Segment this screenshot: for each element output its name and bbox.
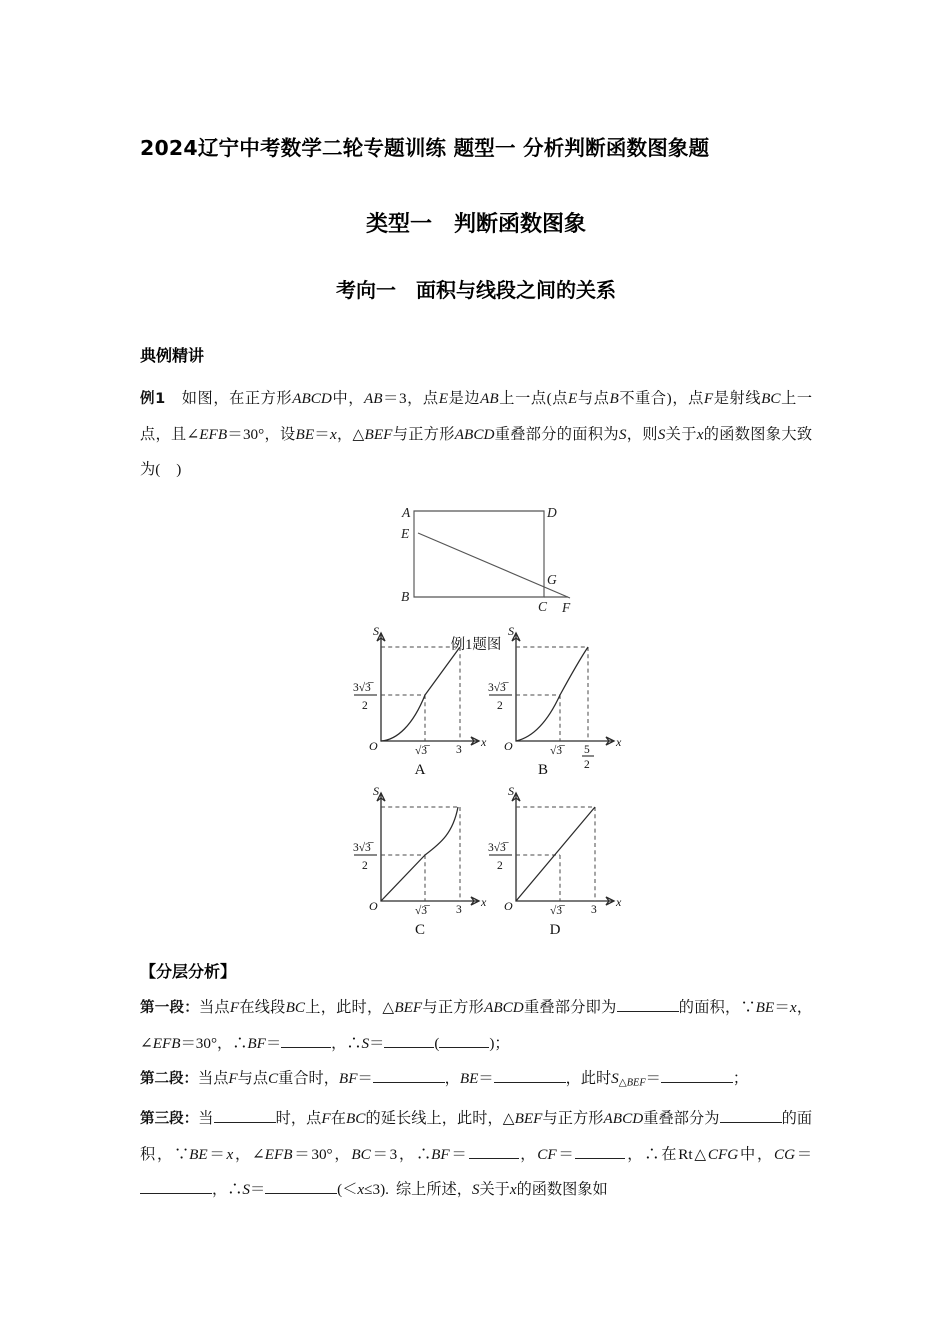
- text-run: ，∠: [233, 1145, 265, 1163]
- text-run: ＝: [207, 1145, 227, 1163]
- text-run: S: [361, 1035, 370, 1052]
- text-run: E: [568, 390, 578, 407]
- text-run: 中，: [331, 390, 365, 407]
- text-run: 的延长线上，此时，△: [365, 1109, 515, 1127]
- text-run: ，则: [626, 426, 658, 443]
- x-tick-3: 3: [456, 904, 462, 916]
- analysis-step-label-1: 第一段：: [140, 1000, 199, 1016]
- text-run: AB: [480, 390, 499, 407]
- text-run: S: [611, 1070, 619, 1087]
- text-run: ＝: [645, 1070, 661, 1087]
- analysis-paragraph-1: [140, 982, 812, 1061]
- option-letter-d: D: [549, 922, 561, 938]
- line-segment: [516, 807, 595, 901]
- y-tick-denominator: 2: [497, 700, 503, 712]
- text-run: S: [657, 426, 666, 443]
- text-run: 重叠部分即为: [523, 999, 617, 1016]
- text-run: BE: [295, 426, 315, 443]
- text-run: C: [268, 1070, 279, 1087]
- text-run: BC: [346, 1109, 366, 1127]
- answer-blank[interactable]: [720, 1122, 782, 1123]
- text-run: 为: [704, 1109, 720, 1127]
- kaoxiang-heading-label: 考向一: [336, 278, 396, 302]
- text-run: 是射线: [713, 390, 762, 407]
- text-run: ABCD: [484, 999, 524, 1016]
- text-run: 的面积，∵: [678, 999, 756, 1016]
- analysis-step-label-2: 第二段：: [140, 1071, 198, 1087]
- x-axis-label: x: [481, 895, 487, 909]
- text-run: ＝: [369, 1035, 385, 1052]
- kaoxiang-heading: [140, 238, 812, 303]
- text-run: F: [229, 999, 240, 1016]
- y-axis-label: S: [508, 624, 514, 638]
- text-run: BC: [351, 1145, 371, 1163]
- text-run: BEF: [364, 426, 393, 443]
- text-run: Rt△: [678, 1145, 708, 1163]
- square-abcd-path: [414, 511, 544, 597]
- text-run: 重叠部分的面积为: [494, 426, 619, 443]
- vertex-label-b: B: [401, 589, 410, 604]
- text-run: ＝3，∴: [370, 1145, 432, 1163]
- y-axis-label: S: [508, 784, 514, 798]
- answer-blank[interactable]: [281, 1047, 331, 1048]
- analysis-paragraph-3: [140, 1101, 812, 1207]
- text-run: S: [471, 1180, 480, 1198]
- text-run: ＝30°，∴: [180, 1035, 248, 1052]
- x-tick-3: 3: [591, 904, 597, 916]
- text-run: x: [226, 1145, 234, 1163]
- text-run: 时，点: [275, 1109, 322, 1127]
- text-run: ；: [732, 1070, 749, 1087]
- text-run: 上一点，且∠: [140, 390, 813, 443]
- answer-blank[interactable]: [494, 1082, 566, 1083]
- text-run: 当点: [198, 999, 230, 1016]
- text-run: ＝3，点: [382, 390, 439, 407]
- option-b-svg: [480, 623, 630, 775]
- text-run: ＝: [449, 1145, 469, 1163]
- comma: ，: [444, 1070, 460, 1087]
- text-run: (＜: [337, 1180, 358, 1198]
- text-run: 上一点(点: [498, 390, 569, 407]
- option-c-svg: [345, 783, 495, 935]
- text-run: AB: [364, 390, 383, 407]
- text-run: EFB: [152, 1035, 181, 1052]
- text-run: 当点: [198, 1070, 229, 1087]
- answer-blank[interactable]: [439, 1047, 489, 1048]
- curve-segment: [516, 647, 588, 741]
- x-axis-label: x: [481, 735, 487, 749]
- section-label-dianli: 典例精讲: [140, 346, 205, 365]
- vertex-label-d: D: [547, 505, 557, 520]
- axes-path: [381, 633, 479, 741]
- text-run: 重叠部分: [643, 1109, 705, 1127]
- text-run: 的函数图象如: [516, 1180, 608, 1198]
- x-tick-sqrt3: √3̅: [415, 905, 428, 917]
- text-run: 是边: [447, 390, 481, 407]
- analysis-step-label-3: 第三段：: [140, 1110, 199, 1127]
- y-tick-numerator: 3√3̅: [353, 682, 371, 694]
- curve-segment-2: [425, 647, 460, 695]
- text-run: 重合时，: [278, 1070, 339, 1087]
- text-run: 如图，在正方形: [181, 390, 293, 407]
- answer-blank[interactable]: [617, 1011, 679, 1012]
- text-run: 关于: [665, 426, 697, 443]
- option-letter-b: B: [537, 762, 548, 778]
- answer-blank[interactable]: [214, 1122, 276, 1123]
- text-run: ＝: [478, 1070, 494, 1087]
- example-figure: [140, 497, 812, 653]
- page-content: [140, 0, 812, 1207]
- text-run: 与点: [577, 390, 610, 407]
- text-run: ＝: [249, 1180, 266, 1198]
- y-tick-denominator: 2: [497, 860, 503, 872]
- text-run: E: [438, 390, 448, 407]
- kaoxiang-heading-text: 面积与线段之间的关系: [416, 278, 616, 302]
- text-run: 与点: [237, 1070, 269, 1087]
- option-d-svg: [480, 783, 630, 935]
- text-run: x: [329, 426, 337, 443]
- text-run: 与正方形: [422, 999, 485, 1016]
- x-tick-5-numerator: 5: [584, 744, 590, 756]
- axes-path: [516, 793, 614, 901]
- answer-blank[interactable]: [373, 1082, 445, 1083]
- type-heading-text: 判断函数图象: [454, 212, 587, 237]
- text-run: ＝: [314, 426, 330, 443]
- text-run: BC: [761, 390, 781, 407]
- origin-label: O: [504, 739, 513, 753]
- x-tick-sqrt3: √3̅: [550, 905, 563, 917]
- answer-blank[interactable]: [265, 1193, 337, 1194]
- text-run: ＝: [357, 1070, 373, 1087]
- text-run: x: [696, 426, 704, 443]
- y-tick-numerator: 3√3̅: [353, 842, 371, 854]
- text-run: ，∴: [331, 1035, 362, 1052]
- x-tick-sqrt3: √3̅: [415, 745, 428, 757]
- text-run: 不重合)，点: [618, 390, 704, 407]
- vertex-label-f: F: [562, 600, 571, 615]
- text-run: CFG: [707, 1145, 739, 1163]
- text-run: F: [703, 390, 714, 407]
- text-run: S: [242, 1180, 250, 1198]
- text-run: ＝: [556, 1145, 576, 1163]
- text-run: x: [357, 1180, 365, 1198]
- y-tick-numerator: 3√3̅: [488, 682, 506, 694]
- figure-caption: 例1题图: [450, 637, 502, 653]
- text-run: )；: [489, 1035, 510, 1052]
- text-run: EFB: [264, 1145, 293, 1163]
- vertex-label-g: G: [547, 572, 557, 587]
- answer-blank[interactable]: [575, 1158, 625, 1159]
- text-run: S: [618, 426, 627, 443]
- text-run: CF: [537, 1145, 557, 1163]
- text-run: ＝30°，: [292, 1145, 352, 1163]
- y-tick-denominator: 2: [362, 860, 368, 872]
- vertex-label-c: C: [538, 599, 548, 614]
- text-run: BC: [285, 999, 306, 1016]
- text-run: BEF: [514, 1109, 543, 1127]
- text-run: ≤3).: [364, 1180, 389, 1198]
- text-run: ，△: [336, 426, 365, 443]
- origin-label: O: [369, 739, 378, 753]
- text-run: ，∠: [140, 999, 813, 1052]
- text-run: ，∴在: [625, 1145, 679, 1163]
- text-run: B: [609, 390, 619, 407]
- text-run: ABCD: [454, 426, 495, 443]
- vertex-label-e: E: [401, 526, 410, 541]
- example-number: 例1: [140, 391, 166, 407]
- text-run: 与正方形: [392, 426, 455, 443]
- text-run: ＝: [774, 999, 790, 1016]
- text-run: ，此时: [565, 1070, 612, 1087]
- text-run: (: [434, 1035, 440, 1052]
- text-run: ，∴: [212, 1180, 243, 1198]
- origin-label: O: [369, 899, 378, 913]
- text-run: CG: [773, 1145, 796, 1163]
- page-title: 2024辽宁中考数学二轮专题训练 题型一 分析判断函数图象题: [140, 136, 710, 160]
- y-axis-label: S: [373, 784, 379, 798]
- option-graph-d[interactable]: [480, 783, 630, 938]
- x-axis-label: x: [616, 735, 622, 749]
- text-run: 的面积，∵: [140, 1109, 813, 1163]
- origin-label: O: [504, 899, 513, 913]
- text-run: BE: [459, 1070, 479, 1087]
- example-problem-text: [140, 366, 812, 487]
- text-run: F: [228, 1070, 238, 1087]
- text-run: BF: [247, 1035, 266, 1052]
- curve-segment-1: [381, 855, 425, 901]
- text-run: ＝: [265, 1035, 282, 1052]
- curve-segment-1: [381, 695, 425, 741]
- y-axis-label: S: [373, 624, 379, 638]
- text-run: 关于: [479, 1180, 510, 1198]
- y-tick-denominator: 2: [362, 700, 368, 712]
- section-label-fenceng: 【分层分析】: [140, 962, 237, 981]
- answer-blank[interactable]: [384, 1047, 434, 1048]
- answer-blank[interactable]: [140, 1193, 212, 1194]
- vertex-label-a: A: [402, 505, 411, 520]
- x-tick-3: 3: [456, 744, 462, 756]
- x-axis-label: x: [616, 895, 622, 909]
- text-run: 的函数图象大致为(: [140, 426, 813, 478]
- text-run: BE: [189, 1145, 208, 1163]
- text-subscript: △BEF: [618, 1077, 646, 1089]
- text-run: ABCD: [292, 390, 332, 407]
- comma: ，: [518, 1145, 538, 1163]
- text-run: BF: [431, 1145, 450, 1163]
- text-run: BF: [338, 1070, 358, 1087]
- text-run: BE: [755, 999, 775, 1016]
- text-run: F: [321, 1109, 331, 1127]
- answer-blank[interactable]: [469, 1158, 519, 1159]
- option-graph-a[interactable]: [345, 623, 495, 778]
- text-run: 上，此时，△: [305, 999, 395, 1016]
- type-heading-label: 类型一: [365, 212, 432, 237]
- text-run: ＝30°，设: [227, 426, 296, 443]
- text-run: 在线段: [239, 999, 286, 1016]
- text-run: ABCD: [603, 1109, 644, 1127]
- text-run: 中，: [738, 1145, 774, 1163]
- square-figure-svg: [140, 497, 812, 615]
- x-tick-sqrt3: √3̅: [550, 745, 563, 757]
- segment-ef-path: [418, 533, 570, 598]
- x-tick-2-denominator: 2: [584, 759, 590, 771]
- analysis-paragraph-2: [140, 1061, 812, 1101]
- option-graph-b[interactable]: [480, 623, 630, 778]
- text-run: 当: [198, 1109, 214, 1127]
- answer-blank[interactable]: [661, 1082, 733, 1083]
- type-heading: [140, 161, 812, 238]
- curve-segment-2: [425, 807, 458, 855]
- option-graph-c[interactable]: [345, 783, 495, 938]
- text-run: 在: [330, 1109, 346, 1127]
- option-a-svg: [345, 623, 495, 775]
- text-run: ): [176, 461, 182, 478]
- text-run: x: [509, 1180, 517, 1198]
- text-run: ＝: [795, 1145, 813, 1163]
- option-letter-a: A: [414, 762, 426, 778]
- text-run: EFB: [199, 426, 228, 443]
- text-run: 综上所述，: [395, 1180, 472, 1198]
- text-run: x: [789, 999, 797, 1016]
- option-letter-c: C: [414, 922, 425, 938]
- text-run: 与正方形: [542, 1109, 604, 1127]
- y-tick-numerator: 3√3̅: [488, 842, 506, 854]
- text-run: BEF: [394, 999, 423, 1016]
- answer-options-graphs: [140, 623, 812, 945]
